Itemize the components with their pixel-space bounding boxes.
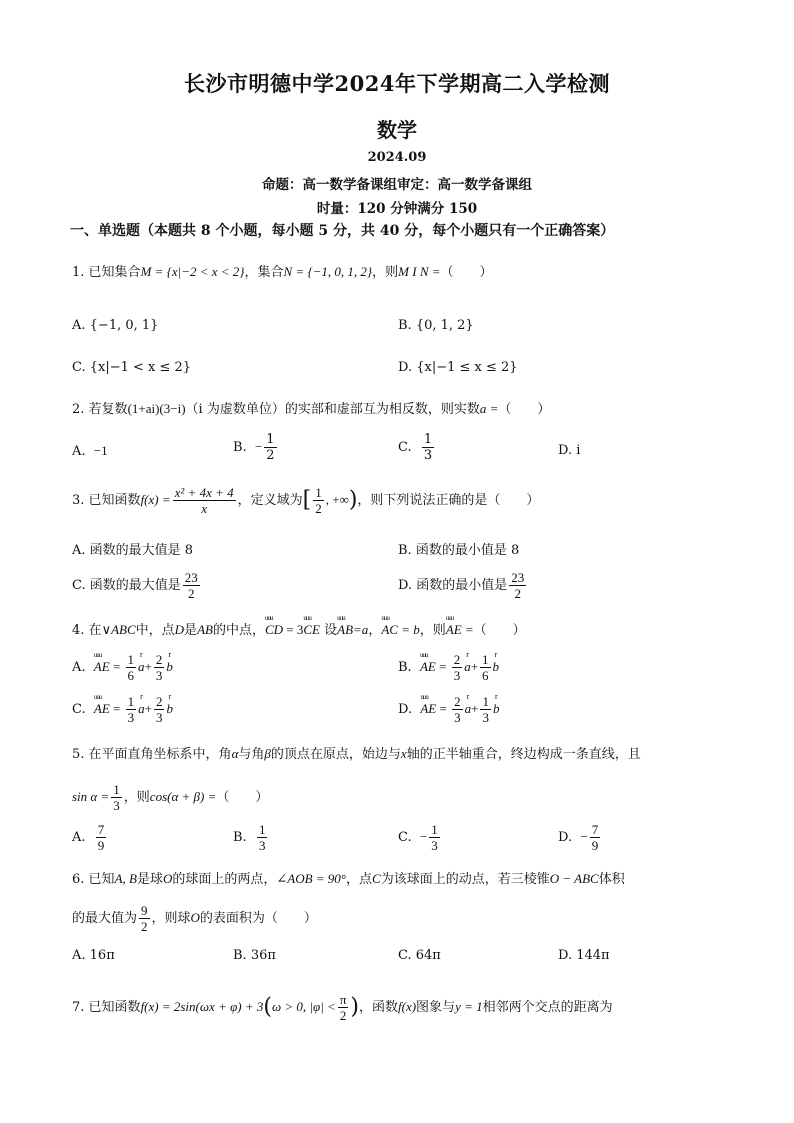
q5-b-label: B. (233, 830, 247, 845)
q6-stem-b: 是球 (136, 872, 163, 887)
q1-option-d: D. {x|−1 ≤ x ≤ 2} (398, 360, 518, 375)
q3-denominator: x (201, 501, 207, 516)
q7-stem-c: 图象与 (416, 1000, 456, 1015)
q6-pyramid: O − ABC (549, 871, 599, 886)
q5-d-sign: − (580, 829, 588, 844)
q5-c-den: 3 (431, 838, 438, 853)
q5-stem-d: 轴的正半轴重合，终边构成一条直线，且 (406, 747, 641, 762)
q4-c-frac1-num: 1 (127, 694, 135, 709)
q4-d-frac1-num: 2 (454, 694, 461, 709)
q5-option-d (558, 822, 602, 853)
q4-stem-f: ，则 (419, 623, 446, 638)
q3-numerator: x² + 4x + 4 (174, 485, 234, 500)
q4-vec-ab: uuu AB (337, 620, 353, 640)
q6-angle: ∠AOB = 90° (276, 871, 347, 886)
q7-fraction (338, 992, 349, 1023)
q6-option-a: A. 16π (72, 948, 115, 963)
q4-a-ae: uuu AE (94, 657, 110, 677)
q2-b-sign: − (254, 439, 263, 454)
q5-x: x (400, 746, 407, 761)
q4-c-frac2-den: 3 (155, 710, 163, 725)
q5-blank: （ ） (216, 790, 269, 805)
q5-d-den: 9 (591, 838, 599, 853)
q5-a-fraction (96, 822, 107, 853)
q5-a-num: 7 (97, 822, 105, 837)
q3-option-c (72, 570, 202, 601)
q4-option-b: B. uuu AE = $\frac{2}{3}$ r a+ $\frac{1}{6}$ r b (398, 652, 499, 683)
q4-triangle: ∨ABC (101, 622, 136, 637)
q4-stem-d: 的中点， (212, 623, 265, 638)
q2-var: a = (479, 401, 499, 416)
q5-b-num: 1 (258, 822, 266, 837)
q2-b-label: B. (233, 440, 247, 455)
q3-domain-den: 2 (315, 501, 322, 516)
q1-expr: M I N = (398, 264, 441, 279)
q2-stem-b: （i 为虚数单位）的实部和虚部互为相反数，则实数 (185, 402, 480, 417)
q4-stem-c: 是 (184, 623, 198, 638)
q2-stem: 若复数 (88, 402, 128, 417)
q3-d-den: 2 (514, 586, 521, 601)
exam-time-score: 时量：120 分钟满分 150 (316, 201, 478, 217)
q1-option-a: A. {−1, 0, 1} (72, 318, 159, 333)
q2-b-num: 1 (266, 432, 275, 447)
q4-c-frac2 (154, 694, 165, 725)
question-4 (72, 620, 526, 641)
q1-set-m: M = {x|−2 < x < 2} (140, 264, 245, 279)
q1-stem: 已知集合 (88, 265, 141, 280)
question-5-line2 (72, 782, 268, 813)
q4-option-d: D. uuu AE = $\frac{2}{3}$ r a+ $\frac{1}{3}$ r b (398, 694, 499, 725)
q4-vec-ae: uuu AE (446, 620, 462, 640)
q4-d-ae: uuu AE (420, 699, 436, 719)
q6-stem-e: 为该球面上的动点，若三棱锥 (380, 872, 550, 887)
q4-b-label: B. (398, 660, 412, 675)
q4-comma: ， (368, 623, 382, 638)
q2-expr: (1+ai)(3−i) (127, 401, 186, 416)
q5-b-fraction (257, 822, 268, 853)
q7-fx: f(x) = 2sin(ωx + φ) + 3 (140, 999, 264, 1014)
q7-fx2: f(x) (398, 999, 417, 1014)
q3-c-num: 23 (184, 570, 198, 585)
q4-vec-ac: uuu AC (381, 620, 398, 640)
q6-option-c: C. 64π (398, 948, 441, 963)
q2-c-label: C. (398, 440, 412, 455)
q6-option-b: B. 36π (233, 948, 276, 963)
q2-b-den: 2 (266, 448, 275, 463)
q4-d-frac2-den: 3 (482, 710, 489, 725)
section-heading: 一、单选题（本题共 8 个小题，每小题 5 分，共 40 分，每个小题只有一个正确答案） (70, 223, 615, 239)
q3-c-fraction (183, 570, 200, 601)
q4-stem-b: 中，点 (135, 623, 175, 638)
q4-point-d: D (174, 622, 185, 637)
q1-option-c: C. {x|−1 < x ≤ 2} (72, 360, 192, 375)
q4-eq1: = 3 (283, 622, 304, 637)
q4-vec-cd: uuu CD (265, 620, 283, 640)
q5-d-fraction (590, 822, 601, 853)
exam-authors: 命题：高一数学备课组审定：高一数学备课组 (262, 177, 532, 193)
q6-number: 6. (72, 872, 85, 887)
q7-number: 7. (72, 1000, 85, 1015)
q1-number: 1. (72, 265, 85, 280)
q4-b-ae: uuu AE (420, 657, 436, 677)
q4-d-frac1 (452, 694, 463, 725)
q5-option-c (398, 822, 442, 853)
q5-sin-den: 3 (113, 798, 120, 813)
q1-stem-c: ，则 (372, 265, 399, 280)
q4-option-c: C. uuu AE = $\frac{1}{3}$ r a+ $\frac{2}{3}$ r b (72, 694, 173, 725)
q4-a-frac2 (154, 652, 165, 683)
question-2 (72, 399, 550, 420)
q6-den: 2 (141, 919, 148, 934)
q3-option-b: B. 函数的最小值是 8 (398, 543, 520, 558)
exam-subject: 数学 (377, 118, 417, 142)
q6-stem-i: 的表面积为（ ） (199, 911, 317, 926)
q4-b-frac2-num: 1 (482, 652, 489, 667)
q1-set-n: N = {−1, 0, 1, 2} (283, 264, 373, 279)
q6-stem-h: ，则球 (151, 911, 191, 926)
q5-sin-num: 1 (113, 782, 120, 797)
q4-eq2: =a (353, 622, 369, 637)
q4-c-frac2-num: 2 (155, 694, 163, 709)
q1-blank: （ ） (440, 265, 493, 280)
q4-a-label: A. (72, 660, 86, 675)
q5-beta: β (264, 746, 271, 761)
q4-blank: （ ） (473, 623, 526, 638)
q3-domain-tail: , +∞ (325, 492, 349, 507)
q2-option-b (233, 432, 279, 463)
question-7: 7. 已知函数f(x) = 2sin(ωx + φ) + 3(ω > 0, |φ| < $\frac{\pi}{2}$ )，函数f(x)图象与y = 1相邻两个交点的距离为 (72, 992, 613, 1023)
exam-title: 长沙市明德中学2024年下学期高二入学检测 (184, 71, 610, 96)
q4-stem: 在 (88, 623, 102, 638)
q1-stem-b: ，集合 (244, 265, 284, 280)
q5-d-num: 7 (591, 822, 599, 837)
q5-cos: cos(α + β) = (149, 789, 217, 804)
q4-a-frac2-den: 3 (155, 668, 163, 683)
q4-c-ae: uuu AE (94, 699, 110, 719)
q4-d-frac1-den: 3 (454, 710, 461, 725)
q6-stem-d: ，点 (346, 872, 373, 887)
q3-d-fraction (509, 570, 526, 601)
q3-fraction (173, 485, 236, 516)
q3-c-den: 2 (188, 586, 195, 601)
q2-option-d: D. i (558, 443, 581, 458)
q3-c-text: C. 函数的最大值是 (72, 578, 181, 593)
q6-o2: O (190, 910, 200, 925)
q4-d-label: D. (398, 702, 413, 717)
q5-c-sign: − (419, 829, 428, 844)
q3-stem-c: ，则下列说法正确的是（ ） (357, 493, 540, 508)
q4-d-frac2 (480, 694, 491, 725)
q2-number: 2. (72, 402, 85, 417)
q6-stem-c: 的球面上的两点， (172, 872, 277, 887)
q7-stem-d: 相邻两个交点的距离为 (482, 1000, 613, 1015)
q5-d-label: D. (558, 830, 573, 845)
q4-b-frac1 (452, 652, 463, 683)
question-5-line1 (72, 744, 641, 765)
q4-b-frac2-den: 6 (482, 668, 489, 683)
q4-a-frac1-num: 1 (127, 652, 135, 667)
q5-sin-fraction (111, 782, 122, 813)
q6-num: 9 (141, 903, 148, 918)
q4-b-frac1-num: 2 (453, 652, 461, 667)
q4-d-frac2-num: 1 (482, 694, 489, 709)
q2-c-fraction (422, 432, 434, 463)
q4-ab: AB (197, 622, 213, 637)
q5-option-a (72, 822, 108, 853)
q5-stem-c: 的顶点在原点，始边与 (270, 747, 401, 762)
q3-option-a: A. 函数的最大值是 8 (72, 543, 194, 558)
question-1 (72, 262, 493, 283)
q3-d-text: D. 函数的最小值是 (398, 578, 508, 593)
q6-fraction (139, 903, 150, 934)
question-6-line2 (72, 903, 317, 934)
q4-a-frac1-den: 6 (127, 668, 135, 683)
q2-option-c (398, 432, 436, 463)
q5-stem: 在平面直角坐标系中，角 (88, 747, 232, 762)
question-6-line1 (72, 869, 625, 890)
q6-option-d: D. 144π (558, 948, 610, 963)
q5-b-den: 3 (258, 838, 266, 853)
q7-condition: ω > 0, |φ| < (271, 999, 336, 1014)
q4-a-frac1 (126, 652, 137, 683)
q2-option-a (72, 441, 108, 462)
q5-option-b (233, 822, 269, 853)
q4-number: 4. (72, 623, 85, 638)
q3-number: 3. (72, 493, 85, 508)
q6-stem: 已知 (88, 872, 115, 887)
q3-domain-fraction (313, 485, 324, 516)
q5-sin: sin α = (72, 789, 110, 804)
q5-c-label: C. (398, 830, 412, 845)
q6-stem-g: 的最大值为 (72, 911, 138, 926)
q2-c-num: 1 (423, 432, 433, 447)
q3-stem-b: ，定义域为 (237, 493, 303, 508)
q2-a-value: −1 (93, 443, 108, 458)
q5-number: 5. (72, 747, 85, 762)
q2-a-label: A. (72, 444, 86, 459)
exam-date: 2024.09 (367, 150, 427, 165)
q4-option-a: A. uuu AE = $\frac{1}{6}$ r a+ $\frac{2}{3}$ r b (72, 652, 173, 683)
q7-stem-b: ，函数 (358, 1000, 398, 1015)
q4-b-frac2 (480, 652, 491, 683)
q4-eq4: = (461, 622, 474, 637)
q2-blank: （ ） (498, 402, 551, 417)
q7-den: 2 (339, 1008, 347, 1023)
q5-c-fraction (429, 822, 440, 853)
q4-vec-ce: uuu CE (303, 620, 320, 640)
q4-c-frac1-den: 3 (127, 710, 135, 725)
q3-option-d (398, 570, 528, 601)
q4-c-label: C. (72, 702, 86, 717)
q3-d-num: 23 (511, 570, 525, 585)
q4-eq3: = b (397, 622, 420, 637)
q7-stem: 已知函数 (88, 1000, 141, 1015)
q6-o: O (162, 871, 173, 886)
q4-stem-e: 设 (320, 623, 338, 638)
q5-stem-e: ，则 (123, 790, 150, 805)
q3-stem: 已知函数 (88, 493, 141, 508)
q5-c-num: 1 (431, 822, 438, 837)
q5-a-label: A. (72, 830, 86, 845)
q4-b-frac1-den: 3 (453, 668, 461, 683)
q1-option-b: B. {0, 1, 2} (398, 318, 474, 333)
q3-domain-num: 1 (315, 485, 322, 500)
q5-a-den: 9 (97, 838, 105, 853)
q3-fx: f(x) = (140, 492, 171, 507)
q6-stem-f: 体积 (598, 872, 625, 887)
q6-c: C (372, 871, 381, 886)
q2-b-fraction (264, 432, 276, 463)
q7-y: y = 1 (455, 999, 483, 1014)
q4-a-frac2-num: 2 (155, 652, 163, 667)
question-3: 3. 已知函数f(x) = $\frac{\text{x² + 4x + 4}}{x}$ ，定义域为[ $\frac{1}{2}$ , +∞)，则下列说法正确的是（ ） (72, 485, 540, 516)
q2-c-den: 3 (423, 448, 433, 463)
q7-num: π (339, 992, 347, 1007)
q6-ab: A, B (114, 871, 137, 886)
q5-stem-b: 与角 (238, 747, 265, 762)
q4-c-frac1 (126, 694, 137, 725)
q5-alpha: α (231, 746, 239, 761)
